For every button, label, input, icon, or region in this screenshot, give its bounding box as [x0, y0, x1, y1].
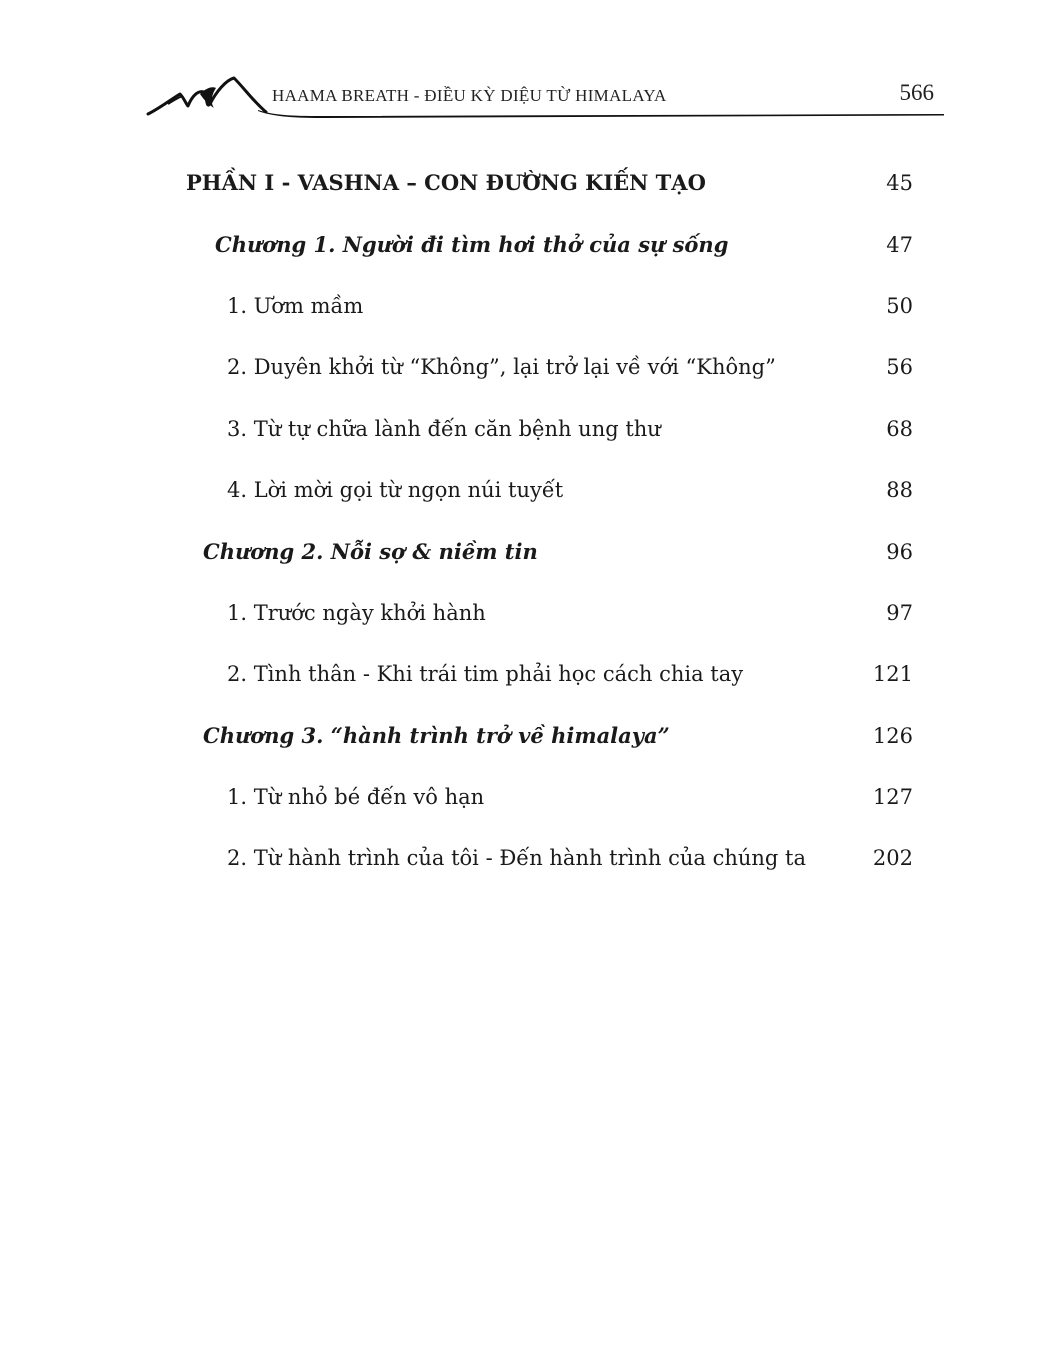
toc-entry-page: 202: [872, 846, 913, 870]
toc-entry-title: 3. Từ tự chữa lành đến căn bệnh ung thư: [227, 417, 661, 441]
toc-entry-title: 4. Lời mời gọi từ ngọn núi tuyết: [227, 478, 564, 502]
toc-entry-page: 50: [886, 294, 913, 318]
toc-entry-section[interactable]: [0, 654, 1063, 694]
toc-entry-section[interactable]: [0, 777, 1063, 817]
toc-entry-page: 68: [886, 417, 913, 441]
toc-entry-section[interactable]: [0, 409, 1063, 449]
running-title: HAAMA BREATH - ĐIỀU KỲ DIỆU TỪ HIMALAYA: [272, 86, 667, 105]
page-header: [0, 0, 1063, 130]
toc-entry-title: PHẦN I - VASHNA – CON ĐƯỜNG KIẾN TẠO: [186, 170, 706, 195]
toc-entry-section[interactable]: [0, 470, 1063, 510]
toc-entry-title: Chương 2. Nỗi sợ & niềm tin: [203, 539, 538, 564]
toc-entry-section[interactable]: [0, 593, 1063, 633]
toc-entry-title: 1. Từ nhỏ bé đến vô hạn: [227, 785, 485, 809]
page-number: 566: [899, 80, 934, 105]
toc-entry-part[interactable]: [0, 163, 1063, 203]
toc-entry-title: 2. Duyên khởi từ “Không”, lại trở lại về với “Không”: [227, 355, 776, 379]
toc-entry-title: Chương 3. “hành trình trở về himalaya”: [203, 723, 670, 748]
toc-entry-section[interactable]: [0, 347, 1063, 387]
toc-entry-title: Chương 1. Người đi tìm hơi thở của sự sống: [215, 232, 729, 257]
toc-entry-page: 45: [886, 171, 913, 195]
toc-entry-page: 88: [886, 478, 913, 502]
toc-entry-section[interactable]: [0, 838, 1063, 878]
toc-entry-page: 127: [872, 785, 913, 809]
toc-entry-title: 2. Tình thân - Khi trái tim phải học cách chia tay: [227, 662, 744, 686]
toc-entry-chapter[interactable]: [0, 532, 1063, 572]
toc-entry-page: 121: [872, 662, 913, 686]
toc-entry-chapter[interactable]: [0, 716, 1063, 756]
toc-entry-chapter[interactable]: [0, 225, 1063, 265]
toc-entry-page: 97: [886, 601, 913, 625]
toc-entry-page: 96: [886, 540, 913, 564]
toc-entry-title: 1. Ươm mầm: [227, 294, 364, 318]
toc-entry-title: 2. Từ hành trình của tôi - Đến hành trình của chúng ta: [227, 846, 806, 870]
toc-entry-page: 56: [886, 355, 913, 379]
toc-entry-page: 47: [886, 233, 913, 257]
toc-entry-title: 1. Trước ngày khởi hành: [227, 601, 486, 625]
toc-entry-page: 126: [872, 724, 913, 748]
toc-entry-section[interactable]: [0, 286, 1063, 326]
